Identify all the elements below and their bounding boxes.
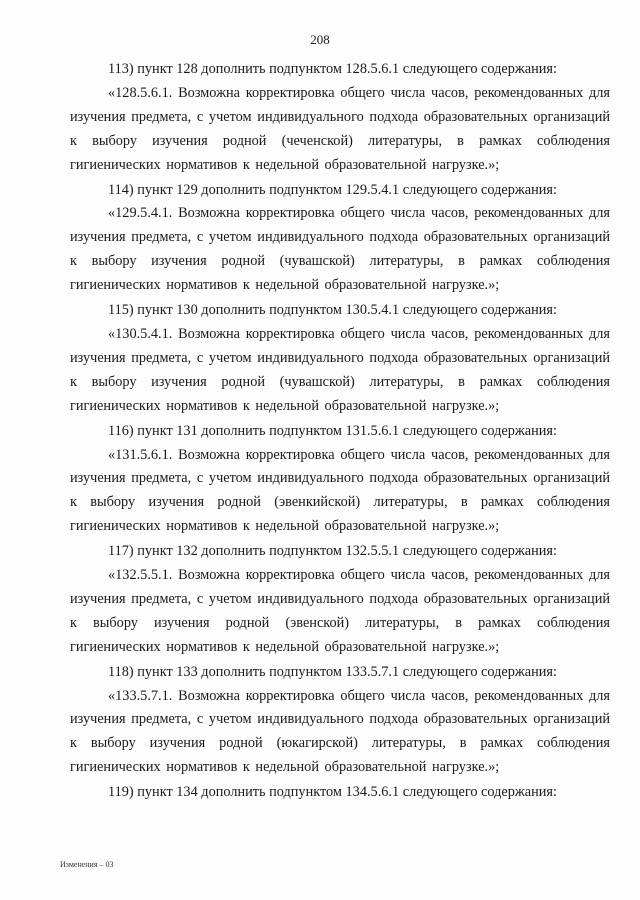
- amendment-item-113: 113) пункт 128 дополнить подпунктом 128.5.6.1 следующего содержания:: [108, 61, 557, 77]
- page-footer: Изменения – 03: [60, 860, 114, 869]
- amendment-item-114: 114) пункт 129 дополнить подпунктом 129.5.4.1 следующего содержания:: [108, 181, 557, 198]
- document-body: [70, 58, 610, 805]
- amendment-text-128-5-6-1: «128.5.6.1. Возможна корректировка общего числа часов, рекомендованных для изучения предмета, с учетом индивидуального подхода образовательных организаций к выбору изучения родной (чеченской) литературы, в рамках соблюдения гигиенических нормативов к недельной образовательной нагрузке.»;: [70, 84, 610, 173]
- amendment-text-133-5-7-1: «133.5.7.1. Возможна корректировка общего числа часов, рекомендованных для изучения предмета, с учетом индивидуального подхода образовательных организаций к выбору изучения родной (юкагирской) литературы, в рамках соблюдения гигиенических нормативов к недельной образовательной нагрузке.»;: [70, 687, 610, 776]
- amendment-text-132-5-5-1: «132.5.5.1. Возможна корректировка общего числа часов, рекомендованных для изучения предмета, с учетом индивидуального подхода образовательных организаций к выбору изучения родной (эвенской) литературы, в рамках соблюдения гигиенических нормативов к недельной образовательной нагрузке.»;: [70, 567, 610, 655]
- amendment-text-131-5-6-1: «131.5.6.1. Возможна корректировка общего числа часов, рекомендованных для изучения предмета, с учетом индивидуального подхода образовательных организаций к выбору изучения родной (эвенкийской) литературы, в рамках соблюдения гигиенических нормативов к недельной образовательной нагрузке.»;: [70, 446, 610, 535]
- amendment-text-129-5-4-1: «129.5.4.1. Возможна корректировка общего числа часов, рекомендованных для изучения предмета, с учетом индивидуального подхода образовательных организаций к выбору изучения родной (чувашской) литературы, в рамках соблюдения гигиенических нормативов к недельной образовательной нагрузке.»;: [70, 205, 610, 294]
- amendment-item-119: 119) пункт 134 дополнить подпунктом 134.5.6.1 следующего содержания:: [108, 784, 557, 801]
- amendment-item-117: 117) пункт 132 дополнить подпунктом 132.5.5.1 следующего содержания:: [108, 543, 557, 560]
- page-number: 208: [310, 32, 330, 47]
- amendment-item-118: 118) пункт 133 дополнить подпунктом 133.5.7.1 следующего содержания:: [108, 663, 557, 680]
- amendment-text-130-5-4-1: «130.5.4.1. Возможна корректировка общего числа часов, рекомендованных для изучения предмета, с учетом индивидуального подхода образовательных организаций к выбору изучения родной (чувашской) литературы, в рамках соблюдения гигиенических нормативов к недельной образовательной нагрузке.»;: [70, 325, 610, 414]
- amendment-item-115: 115) пункт 130 дополнить подпунктом 130.5.4.1 следующего содержания:: [108, 302, 557, 319]
- amendment-item-116: 116) пункт 131 дополнить подпунктом 131.5.6.1 следующего содержания:: [108, 422, 557, 439]
